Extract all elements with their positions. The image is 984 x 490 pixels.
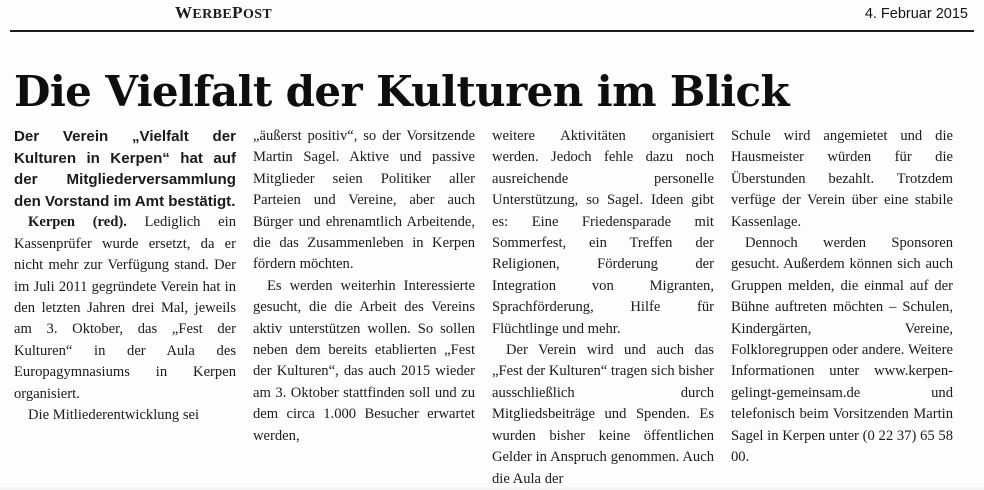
article-columns xyxy=(14,126,972,486)
paragraph: weitere Aktivitäten organisiert werden. Jedoch fehle dazu noch ausreichende personelle Unterstützung, so Sagel. Ideen gibt es: Eine Friedensparade mit Sommerfest, ein Treffen der Religionen, Förderung der Integration von Migranten, Sprachförderung, Hilfe für Flüchtlinge und mehr. xyxy=(492,128,714,337)
article-lead: Der Verein „Vielfalt der Kulturen in Kerpen“ hat auf der Mitgliederversammlung den Vorstand im Amt bestätigt. xyxy=(14,128,236,210)
paragraph: Der Verein wird und auch das „Fest der Kulturen“ tragen sich bisher ausschließlich durch Mitgliedsbeiträge und Spenden. Es wurden bisher keine öffentlichen Gelder in Anspruch genommen. Auch die Aula der xyxy=(492,342,714,486)
column-2 xyxy=(253,126,492,486)
article-dateline xyxy=(14,212,236,405)
paragraph: Die Mitliederentwicklung sei xyxy=(28,407,200,424)
masthead-divider xyxy=(10,30,974,32)
dateline-text: Lediglich ein Kassenprüfer wurde ersetzt, da er nicht mehr zur Verfügung stand. Der im Juli 2011 gegründete Verein hat in den letzten Jahren drei Mal, jeweils am 3. Oktober, das „Fest der Kulturen“ in der Aula des Europagymnasiums in Kerpen organisiert. xyxy=(14,214,236,402)
masthead xyxy=(0,0,984,30)
article-headline: Die Vielfalt der Kulturen im Blick xyxy=(14,67,790,117)
paragraph: Es werden weiterhin Interessierte gesucht, die die Arbeit des Vereins aktiv unterstützen wollen. So sollen neben dem bereits etablierten „Fest der Kulturen“, das auch 2015 wieder am 3. Oktober stattfinden soll und zu dem circa 1.000 Besucher erwartet werden, xyxy=(253,277,475,444)
column-1 xyxy=(14,126,253,486)
publication-title: WERBEPOST xyxy=(175,3,273,22)
dateline-place: Kerpen (red). xyxy=(28,214,127,231)
column-4 xyxy=(731,126,970,486)
paragraph: Schule wird angemietet und die Hausmeister würden für die Überstunden bezahlt. Trotzdem verfüge der Verein über eine stabile Kassenlage. xyxy=(731,128,953,230)
paragraph: Dennoch werden Sponsoren gesucht. Außerdem können sich auch Gruppen melden, die einmal auf der Bühne auftreten möchten – Schulen, Kindergärten, Vereine, Folkloregruppen oder andere. Weitere Informationen unter www.kerpen-gelingt-gemeinsam.de und telefonisch beim Vorsitzenden Martin Sagel in Kerpen unter (0 22 37) 65 58 00. xyxy=(731,235,953,466)
page-edge-shadow xyxy=(0,486,984,490)
column-3 xyxy=(492,126,731,486)
issue-date: 4. Februar 2015 xyxy=(864,6,968,22)
paragraph: „äußerst positiv“, so der Vorsitzende Martin Sagel. Aktive und passive Mitglieder seien Politiker aller Parteien und Vereine, aber auch Bürger und ehrenamtlich Arbeitende, die das Zusammenleben in Kerpen fördern möchten. xyxy=(253,128,475,273)
